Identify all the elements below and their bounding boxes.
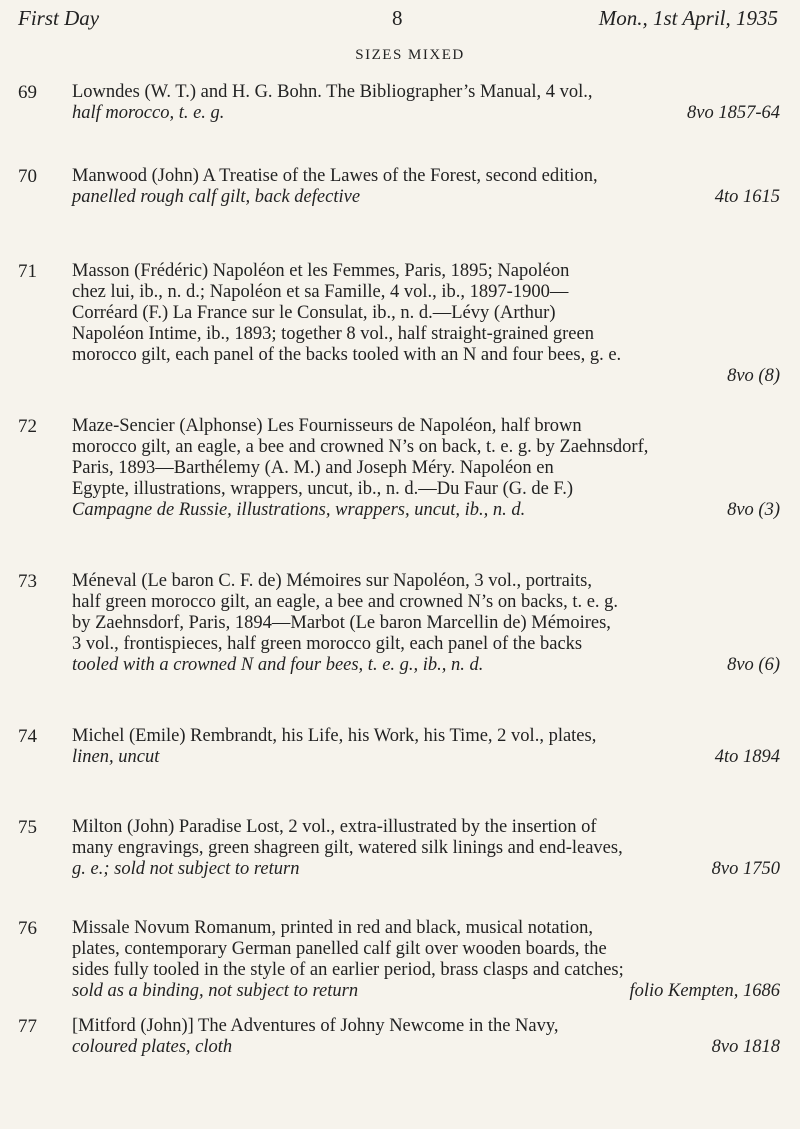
binding-note: g. e.; sold not subject to return — [72, 859, 300, 879]
lot-line: half green morocco gilt, an eagle, a bee and crowned N’s on backs, t. e. g. — [72, 592, 619, 612]
lot-description — [72, 726, 780, 768]
lot-line: Manwood (John) A Treatise of the Lawes of the Forest, second edition, — [72, 166, 598, 186]
lot-description — [72, 82, 780, 124]
lot-line: Milton (John) Paradise Lost, 2 vol., extra-illustrated by the insertion of — [72, 817, 597, 837]
lot-imprint — [72, 1037, 780, 1058]
binding-note: tooled with a crowned N and four bees, t. e. g., ib., n. d. — [72, 655, 484, 675]
lot-imprint — [72, 103, 780, 124]
lot-line: sides fully tooled in the style of an earlier period, brass clasps and catches; — [72, 960, 624, 980]
lot-number: 72 — [18, 416, 37, 437]
format-date: 8vo 1857-64 — [687, 103, 780, 123]
lot-number: 71 — [18, 261, 37, 282]
lot-imprint — [72, 187, 780, 208]
format-date: 4to 1894 — [714, 747, 780, 767]
lot-line: many engravings, green shagreen gilt, watered silk linings and end-leaves, — [72, 838, 623, 858]
format-date: 8vo 1750 — [711, 859, 780, 879]
lot-line: Méneval (Le baron C. F. de) Mémoires sur Napoléon, 3 vol., portraits, — [72, 571, 592, 591]
format-date: folio Kempten, 1686 — [629, 981, 780, 1001]
lot-line: Corréard (F.) La France sur le Consulat, ib., n. d.—Lévy (Arthur) — [72, 303, 556, 323]
lot-line: Paris, 1893—Barthélemy (A. M.) and Joseph Méry. Napoléon en — [72, 458, 554, 478]
lot-line: morocco gilt, each panel of the backs tooled with an N and four bees, g. e. — [72, 345, 622, 365]
binding-note: sold as a binding, not subject to return — [72, 981, 359, 1001]
format-date: 8vo (6) — [727, 655, 780, 675]
binding-note: half morocco, t. e. g. — [72, 103, 225, 123]
lot-number: 75 — [18, 817, 37, 838]
lot-line: Maze-Sencier (Alphonse) Les Fournisseurs de Napoléon, half brown — [72, 416, 582, 436]
lot-imprint — [72, 366, 780, 387]
running-head — [18, 6, 778, 36]
lot-description — [72, 1016, 780, 1058]
lot-description — [72, 817, 780, 880]
format-date: 8vo (8) — [727, 366, 780, 386]
lot-line: chez lui, ib., n. d.; Napoléon et sa Famille, 4 vol., ib., 1897-1900— — [72, 282, 569, 302]
lot-number: 74 — [18, 726, 37, 747]
binding-note: panelled rough calf gilt, back defective — [72, 187, 361, 207]
lot-line: Michel (Emile) Rembrandt, his Life, his Work, his Time, 2 vol., plates, — [72, 726, 597, 746]
format-date: 4to 1615 — [714, 187, 780, 207]
binding-note: linen, uncut — [72, 747, 160, 767]
format-date: 8vo 1818 — [711, 1037, 780, 1057]
section-title: SIZES MIXED — [355, 47, 465, 63]
lot-imprint — [72, 655, 780, 676]
binding-note: Campagne de Russie, illustrations, wrappers, uncut, ib., n. d. — [72, 500, 526, 520]
lot-line: Lowndes (W. T.) and H. G. Bohn. The Bibliographer’s Manual, 4 vol., — [72, 82, 593, 102]
lot-line: Masson (Frédéric) Napoléon et les Femmes, Paris, 1895; Napoléon — [72, 261, 570, 281]
lot-number: 76 — [18, 918, 37, 939]
format-date: 8vo (3) — [727, 500, 780, 520]
lot-line: Napoléon Intime, ib., 1893; together 8 vol., half straight-grained green — [72, 324, 594, 344]
lot-line: [Mitford (John)] The Adventures of Johny Newcome in the Navy, — [72, 1016, 559, 1036]
lot-description — [72, 166, 780, 208]
lot-number: 73 — [18, 571, 37, 592]
lot-imprint — [72, 981, 780, 1002]
binding-note: coloured plates, cloth — [72, 1037, 233, 1057]
lot-line: morocco gilt, an eagle, a bee and crowned N’s on back, t. e. g. by Zaehnsdorf, — [72, 437, 649, 457]
lot-imprint — [72, 859, 780, 880]
lot-number: 69 — [18, 82, 37, 103]
lot-number: 77 — [18, 1016, 37, 1037]
lot-line: by Zaehnsdorf, Paris, 1894—Marbot (Le baron Marcellin de) Mémoires, — [72, 613, 611, 633]
lot-description — [72, 261, 780, 387]
running-head-left: First Day — [18, 6, 100, 30]
lot-line: Missale Novum Romanum, printed in red and black, musical notation, — [72, 918, 593, 938]
lot-description — [72, 918, 780, 1002]
lot-line: 3 vol., frontispieces, half green morocco gilt, each panel of the backs — [72, 634, 583, 654]
lot-line: Egypte, illustrations, wrappers, uncut, ib., n. d.—Du Faur (G. de F.) — [72, 479, 574, 499]
running-head-right: Mon., 1st April, 1935 — [598, 6, 778, 30]
lot-description — [72, 416, 780, 521]
lot-imprint — [72, 747, 780, 768]
lot-number: 70 — [18, 166, 37, 187]
page-number: 8 — [392, 6, 403, 30]
lot-line: plates, contemporary German panelled calf gilt over wooden boards, the — [72, 939, 607, 959]
lot-description — [72, 571, 780, 676]
lot-imprint — [72, 500, 780, 521]
